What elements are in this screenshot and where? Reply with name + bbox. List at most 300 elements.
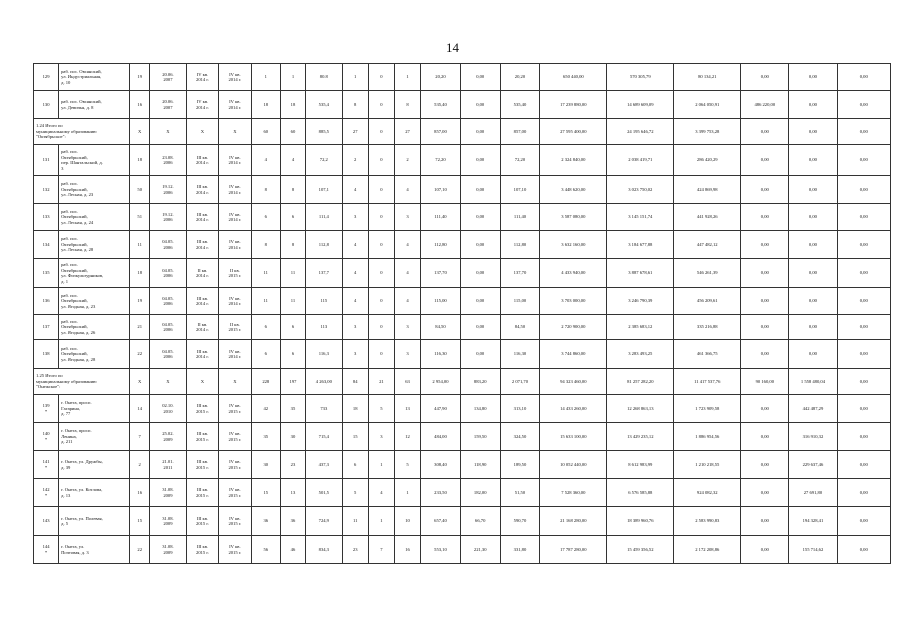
table-cell: г. Онега, ул. Почтовая, д. 3 xyxy=(59,536,130,564)
table-cell: 0,00 xyxy=(837,91,891,119)
table-cell: 22 xyxy=(130,536,150,564)
table-cell: 3 632 160,00 xyxy=(540,231,607,259)
table-cell: 715,4 xyxy=(306,423,343,451)
table-cell: г. Онега, ул. Дружбы, д. 39 xyxy=(59,451,130,479)
table-cell: 143 xyxy=(34,507,59,536)
table-cell: IV кв. 2015 г. xyxy=(219,395,251,423)
table-cell: 546 261,39 xyxy=(674,259,741,288)
table-cell: 0,00 xyxy=(837,451,891,479)
table-row xyxy=(34,64,891,91)
table-cell: 3 887 678,61 xyxy=(607,259,674,288)
table-cell: 13 xyxy=(280,479,305,507)
table-cell: 590,70 xyxy=(500,507,540,536)
table-cell: 18 xyxy=(130,145,150,176)
table-cell: 0,00 xyxy=(741,119,789,145)
table-cell: 107,10 xyxy=(500,176,540,204)
table-cell: 6 xyxy=(342,451,368,479)
table-cell: 11 xyxy=(251,259,280,288)
table-cell: 3 448 620,00 xyxy=(540,176,607,204)
table-cell: 13 429 235,12 xyxy=(607,423,674,451)
table-cell: 0,00 xyxy=(741,259,789,288)
table-cell: 461 366,75 xyxy=(674,340,741,369)
table-cell: 115 xyxy=(306,288,343,315)
table-cell: 20,20 xyxy=(421,64,461,91)
table-cell: 0,00 xyxy=(741,176,789,204)
table-cell: 0,00 xyxy=(460,315,500,340)
table-cell: 8 xyxy=(394,91,420,119)
table-cell: раб. пос. Овсянский, ул. Индустриальная, д. 10 xyxy=(59,64,130,91)
table-cell: 0,00 xyxy=(741,64,789,91)
table-cell: 11 xyxy=(130,231,150,259)
table-cell: 20,20 xyxy=(500,64,540,91)
table-cell: 8 xyxy=(280,176,305,204)
table-cell: 0,00 xyxy=(789,119,837,145)
table-cell: 116,3 xyxy=(306,340,343,369)
table-cell: 2 172 208,86 xyxy=(674,536,741,564)
table-cell: IV кв. 2014 г. xyxy=(219,64,251,91)
table-cell: 4 xyxy=(368,479,394,507)
table-cell: 2 038 419,71 xyxy=(607,145,674,176)
table-cell: 0 xyxy=(368,204,394,231)
table-row xyxy=(34,479,891,507)
table-cell: 4 433 940,00 xyxy=(540,259,607,288)
table-cell: 0 xyxy=(368,315,394,340)
table-cell: 0 xyxy=(368,288,394,315)
table-cell: 0 xyxy=(368,64,394,91)
table-cell: 20.06. 2007 xyxy=(150,64,187,91)
table-cell: III кв. 2015 г. xyxy=(186,395,218,423)
table-cell: 81 257 282,20 xyxy=(607,369,674,395)
table-cell: IV кв. 2014 г. xyxy=(219,91,251,119)
table-cell: 5 xyxy=(342,479,368,507)
table-cell: 0,00 xyxy=(837,176,891,204)
table-cell: IV кв. 2015 г. xyxy=(219,423,251,451)
table-cell: 313,10 xyxy=(500,395,540,423)
table-cell: 3 246 790,39 xyxy=(607,288,674,315)
table-cell: III кв. 2015 г. xyxy=(186,451,218,479)
table-cell: 3 184 677,88 xyxy=(607,231,674,259)
table-cell: 233,50 xyxy=(421,479,461,507)
table-cell: 11 xyxy=(280,288,305,315)
table-cell: 4 xyxy=(394,259,420,288)
table-cell: 15 xyxy=(342,423,368,451)
table-cell: 16 xyxy=(394,536,420,564)
table-cell: раб. пос. Октябрьский, ул. Физкультурников, д. 1 xyxy=(59,259,130,288)
table-cell: 04.05. 2006 xyxy=(150,231,187,259)
table-cell: III кв. 2015 г. xyxy=(186,423,218,451)
table-row xyxy=(34,507,891,536)
table-cell: 0 xyxy=(368,259,394,288)
table-cell: 15 xyxy=(130,507,150,536)
table-cell: 35 xyxy=(251,423,280,451)
table-cell: 0,00 xyxy=(789,204,837,231)
table-cell: 27 xyxy=(342,119,368,145)
table-cell: 442 487,29 xyxy=(789,395,837,423)
table-cell: 14 689 609,09 xyxy=(607,91,674,119)
table-cell: 0,00 xyxy=(789,176,837,204)
table-cell: 324,50 xyxy=(500,423,540,451)
table-cell: 46 xyxy=(280,536,305,564)
table-cell: 1 xyxy=(280,64,305,91)
table-cell: 0,00 xyxy=(837,395,891,423)
table-cell: 2 071,70 xyxy=(500,369,540,395)
table-cell: 4 xyxy=(394,176,420,204)
table-cell: 0,00 xyxy=(741,479,789,507)
table-cell: 4 xyxy=(394,288,420,315)
table-cell: 331,80 xyxy=(500,536,540,564)
table-cell: 11 417 537,76 xyxy=(674,369,741,395)
table-cell: III кв. 2014 г. xyxy=(186,176,218,204)
table-cell: 0,00 xyxy=(460,204,500,231)
table-cell: 486 220,00 xyxy=(741,91,789,119)
table-cell: 0,00 xyxy=(741,231,789,259)
table-cell: 857,00 xyxy=(421,119,461,145)
table-cell: 50 xyxy=(130,176,150,204)
table-cell: 0 xyxy=(368,340,394,369)
table-cell: 12 268 863,13 xyxy=(607,395,674,423)
table-cell: раб. пос. Октябрьский, ул. Ягодная, д. 23 xyxy=(59,288,130,315)
table-cell: 0,00 xyxy=(789,91,837,119)
table-cell: 1 xyxy=(368,451,394,479)
table-cell: 0,00 xyxy=(837,119,891,145)
table-cell: 8 xyxy=(251,231,280,259)
table-cell: 0,00 xyxy=(460,231,500,259)
table-cell: 36 xyxy=(251,507,280,536)
table-cell: 2 385 683,12 xyxy=(607,315,674,340)
table-cell: 316 910,32 xyxy=(789,423,837,451)
table-cell: 111,40 xyxy=(421,204,461,231)
table-cell: 11 xyxy=(251,288,280,315)
table-cell: 0,00 xyxy=(460,91,500,119)
table-cell: 3 xyxy=(394,340,420,369)
table-cell: 04.05. 2006 xyxy=(150,288,187,315)
table-cell: 4 xyxy=(342,259,368,288)
table-cell: 4 xyxy=(342,176,368,204)
table-cell: г. Онега, ул. Котлова, д. 13 xyxy=(59,479,130,507)
table-row xyxy=(34,91,891,119)
table-cell: 3 xyxy=(342,315,368,340)
table-cell: 197 xyxy=(280,369,305,395)
table-cell: IV кв. 2014 г. xyxy=(186,64,218,91)
table-cell: 0,00 xyxy=(837,259,891,288)
table-cell: 657,40 xyxy=(421,507,461,536)
table-cell: 80.8 xyxy=(306,64,343,91)
table-cell: 0 xyxy=(368,145,394,176)
table-cell: 535,40 xyxy=(500,91,540,119)
table-cell: 19 xyxy=(130,288,150,315)
table-cell: 0,00 xyxy=(741,395,789,423)
table-cell: 27 595 400,00 xyxy=(540,119,607,145)
table-cell: 0,00 xyxy=(741,451,789,479)
table-cell: 0,00 xyxy=(837,479,891,507)
table-cell: 14 433 260,00 xyxy=(540,395,607,423)
table-cell: 113 xyxy=(306,315,343,340)
table-cell: 0,00 xyxy=(741,315,789,340)
table-cell: 115,00 xyxy=(500,288,540,315)
table-cell: 0,00 xyxy=(741,288,789,315)
table-cell: 0,00 xyxy=(837,288,891,315)
table-cell: раб. пос. Овсянский, ул. Девичья, д. 8 xyxy=(59,91,130,119)
table-cell: 107,10 xyxy=(421,176,461,204)
table-cell: раб. пос. Октябрьский, ул. Лесная, д. 28 xyxy=(59,231,130,259)
table-cell: 650 440,00 xyxy=(540,64,607,91)
table-cell: 10 xyxy=(394,507,420,536)
table-cell: 308,40 xyxy=(421,451,461,479)
table-cell: 84,50 xyxy=(421,315,461,340)
table-cell: 7 xyxy=(130,423,150,451)
table-cell: 1 723 909,58 xyxy=(674,395,741,423)
table-cell: 155 714,62 xyxy=(789,536,837,564)
table-cell: 8 612 983,99 xyxy=(607,451,674,479)
table-cell: раб. пос. Октябрьский, ул. Лесная, д. 24 xyxy=(59,204,130,231)
table-cell: 7 xyxy=(368,536,394,564)
table-cell: 17 239 880,00 xyxy=(540,91,607,119)
table-cell: 1 xyxy=(368,507,394,536)
table-cell: 0,00 xyxy=(460,259,500,288)
table-cell: 3 xyxy=(394,315,420,340)
table-cell: 335 216,88 xyxy=(674,315,741,340)
table-cell: 4 263,00 xyxy=(306,369,343,395)
table-cell: 140 * xyxy=(34,423,59,451)
table-cell: 437,3 xyxy=(306,451,343,479)
table-cell: 36 xyxy=(280,507,305,536)
table-cell: II кв. 2014 г. xyxy=(186,259,218,288)
table-cell: 924 082,32 xyxy=(674,479,741,507)
table-cell: 21 xyxy=(130,315,150,340)
table-cell: IV кв. 2014 г. xyxy=(219,340,251,369)
table-cell: 134 xyxy=(34,231,59,259)
table-cell: 182,00 xyxy=(460,479,500,507)
table-cell: 0,00 xyxy=(837,340,891,369)
table-cell: X xyxy=(219,369,251,395)
table-cell: II кв. 2015 г. xyxy=(219,315,251,340)
table-cell: II кв. 2014 г. xyxy=(186,315,218,340)
table-cell: 447,90 xyxy=(421,395,461,423)
table-cell: 21.01. 2011 xyxy=(150,451,187,479)
table-cell: 4 xyxy=(394,231,420,259)
table-cell: 111,40 xyxy=(500,204,540,231)
table-cell: 501,5 xyxy=(306,479,343,507)
table-cell: 5 xyxy=(368,395,394,423)
table-cell: 118,90 xyxy=(460,451,500,479)
table-cell: IV кв. 2015 г. xyxy=(219,507,251,536)
table-cell: 144 * xyxy=(34,536,59,564)
table-cell: 1 210 218,55 xyxy=(674,451,741,479)
table-cell: IV кв. 2014 г. xyxy=(219,176,251,204)
table-cell: 63 xyxy=(394,369,420,395)
table-cell: 6 xyxy=(251,340,280,369)
table-cell: 130 xyxy=(34,91,59,119)
table-cell: 132 xyxy=(34,176,59,204)
table-cell: 0 xyxy=(368,231,394,259)
subtotal-row xyxy=(34,119,891,145)
table-cell: 15 633 100,00 xyxy=(540,423,607,451)
table-cell: 27 xyxy=(394,119,420,145)
table-cell: 3 587 080,00 xyxy=(540,204,607,231)
table-cell: 51,50 xyxy=(500,479,540,507)
table-cell: 2 954,00 xyxy=(421,369,461,395)
table-cell: 0,00 xyxy=(460,340,500,369)
table-cell: 2 xyxy=(342,145,368,176)
table-cell: IV кв. 2015 г. xyxy=(219,536,251,564)
table-cell: 447 482,12 xyxy=(674,231,741,259)
table-cell: X xyxy=(130,119,150,145)
table-cell: 834,3 xyxy=(306,536,343,564)
table-cell: 0,00 xyxy=(789,64,837,91)
table-cell: III кв. 2014 г. xyxy=(186,204,218,231)
subtotal-row xyxy=(34,369,891,395)
table-cell: 136 xyxy=(34,288,59,315)
table-cell: 111,4 xyxy=(306,204,343,231)
table-cell: 0,00 xyxy=(837,204,891,231)
table-cell: 1 886 954,56 xyxy=(674,423,741,451)
table-cell: 42 xyxy=(251,395,280,423)
table-cell: 16 xyxy=(130,91,150,119)
table-cell: 19.12. 2006 xyxy=(150,176,187,204)
table-cell: 22 xyxy=(130,340,150,369)
table-cell: IV кв. 2014 г. xyxy=(186,91,218,119)
table-cell: X xyxy=(150,369,187,395)
table-cell: 3 703 000,00 xyxy=(540,288,607,315)
table-cell: 23.08. 2006 xyxy=(150,145,187,176)
subtotal-label: 1.24 Итого по муниципальному образованию "Октябрьское": xyxy=(34,119,130,145)
table-cell: 4 xyxy=(280,145,305,176)
table-cell: IV кв. 2014 г. xyxy=(219,231,251,259)
table-cell: 2 324 840,00 xyxy=(540,145,607,176)
table-cell: 16 xyxy=(130,479,150,507)
table-row xyxy=(34,204,891,231)
table-cell: 0,00 xyxy=(460,119,500,145)
table-cell: 3 399 753,28 xyxy=(674,119,741,145)
table-cell: III кв. 2015 г. xyxy=(186,536,218,564)
table-row xyxy=(34,451,891,479)
table-cell: 883,20 xyxy=(460,369,500,395)
table-cell: X xyxy=(130,369,150,395)
table-cell: г. Онега, просп. Гагарина, д. 77 xyxy=(59,395,130,423)
table-cell: 4 xyxy=(342,231,368,259)
table-cell: 2 xyxy=(394,145,420,176)
table-cell: III кв. 2015 г. xyxy=(186,507,218,536)
table-cell: 7 528 360,00 xyxy=(540,479,607,507)
table-cell: 18 xyxy=(280,91,305,119)
table-cell: 2 xyxy=(130,451,150,479)
table-cell: 6 xyxy=(280,340,305,369)
table-cell: 72,20 xyxy=(421,145,461,176)
table-cell: 0,00 xyxy=(837,315,891,340)
table-row xyxy=(34,423,891,451)
table-cell: IV кв. 2015 г. xyxy=(219,451,251,479)
table-cell: 27 691,80 xyxy=(789,479,837,507)
table-cell: 0,00 xyxy=(789,315,837,340)
table-cell: 51 xyxy=(130,204,150,231)
table-cell: 90 160,00 xyxy=(741,369,789,395)
resettlement-table xyxy=(33,63,891,564)
table-cell: 72,2 xyxy=(306,145,343,176)
table-cell: 14 xyxy=(130,395,150,423)
table-cell: 3 xyxy=(342,204,368,231)
table-cell: 19 xyxy=(130,64,150,91)
table-cell: 2 583 990,83 xyxy=(674,507,741,536)
table-cell: 570 305,79 xyxy=(607,64,674,91)
page-number: 14 xyxy=(446,40,459,55)
table-cell: 129 xyxy=(34,64,59,91)
table-cell: раб. пос. Октябрьский, ул. Лесная, д. 23 xyxy=(59,176,130,204)
table-cell: 11 xyxy=(280,259,305,288)
table-cell: 3 145 151,74 xyxy=(607,204,674,231)
table-cell: 20.06. 2007 xyxy=(150,91,187,119)
table-cell: 0,00 xyxy=(789,340,837,369)
table-cell: 535,4 xyxy=(306,91,343,119)
table-cell: 13 xyxy=(394,395,420,423)
table-cell: 15 xyxy=(251,479,280,507)
table-cell: 60 xyxy=(251,119,280,145)
table-cell: 1 xyxy=(394,64,420,91)
table-cell: 112,80 xyxy=(421,231,461,259)
table-cell: 553,10 xyxy=(421,536,461,564)
table-cell: 24 195 646,72 xyxy=(607,119,674,145)
table-cell: IV кв. 2014 г. xyxy=(219,204,251,231)
table-cell: 0,00 xyxy=(741,423,789,451)
table-cell: III кв. 2014 г. xyxy=(186,231,218,259)
table-cell: 112,8 xyxy=(306,231,343,259)
table-cell: 0 xyxy=(368,91,394,119)
table-cell: 8 xyxy=(251,176,280,204)
table-cell: 139 * xyxy=(34,395,59,423)
table-cell: 3 023 750,02 xyxy=(607,176,674,204)
table-cell: 138 xyxy=(34,340,59,369)
table-cell: 0,00 xyxy=(837,369,891,395)
table-cell: 2 720 900,00 xyxy=(540,315,607,340)
table-cell: 0,00 xyxy=(460,288,500,315)
table-cell: 6 xyxy=(280,315,305,340)
table-cell: IV кв. 2014 г. xyxy=(219,288,251,315)
table-cell: 142 * xyxy=(34,479,59,507)
table-cell: 3 xyxy=(368,423,394,451)
table-cell: 21 xyxy=(368,369,394,395)
table-cell: 0 xyxy=(368,119,394,145)
table-cell: г. Онега, просп. Ленина, д. 211 xyxy=(59,423,130,451)
table-cell: 60 xyxy=(280,119,305,145)
table-cell: 23 xyxy=(342,536,368,564)
table-cell: 535,40 xyxy=(421,91,461,119)
table-cell: IV кв. 2014 г. xyxy=(219,145,251,176)
table-cell: 885,5 xyxy=(306,119,343,145)
table-cell: II кв. 2015 г. xyxy=(219,259,251,288)
table-cell: 0,00 xyxy=(741,204,789,231)
table-cell: 116,30 xyxy=(421,340,461,369)
table-cell: 0,00 xyxy=(741,340,789,369)
table-cell: 1 xyxy=(342,64,368,91)
table-cell: 10 052 440,00 xyxy=(540,451,607,479)
table-cell: 0,00 xyxy=(789,288,837,315)
table-cell: 8 xyxy=(342,91,368,119)
table-cell: 11 xyxy=(342,507,368,536)
table-cell: 137 xyxy=(34,315,59,340)
table-cell: 137,7 xyxy=(306,259,343,288)
table-cell: 84,50 xyxy=(500,315,540,340)
table-cell: 0,00 xyxy=(789,145,837,176)
table-cell: 141 * xyxy=(34,451,59,479)
table-cell: 3 744 860,00 xyxy=(540,340,607,369)
table-row xyxy=(34,145,891,176)
table-cell: 0,00 xyxy=(837,507,891,536)
table-cell: 3 xyxy=(342,340,368,369)
table-cell: 30 xyxy=(280,423,305,451)
table-cell: 18 xyxy=(130,259,150,288)
table-cell: 18 xyxy=(342,395,368,423)
table-cell: раб. пос. Октябрьский, ул. Ягодная, д. 28 xyxy=(59,340,130,369)
table-cell: 56 xyxy=(251,536,280,564)
